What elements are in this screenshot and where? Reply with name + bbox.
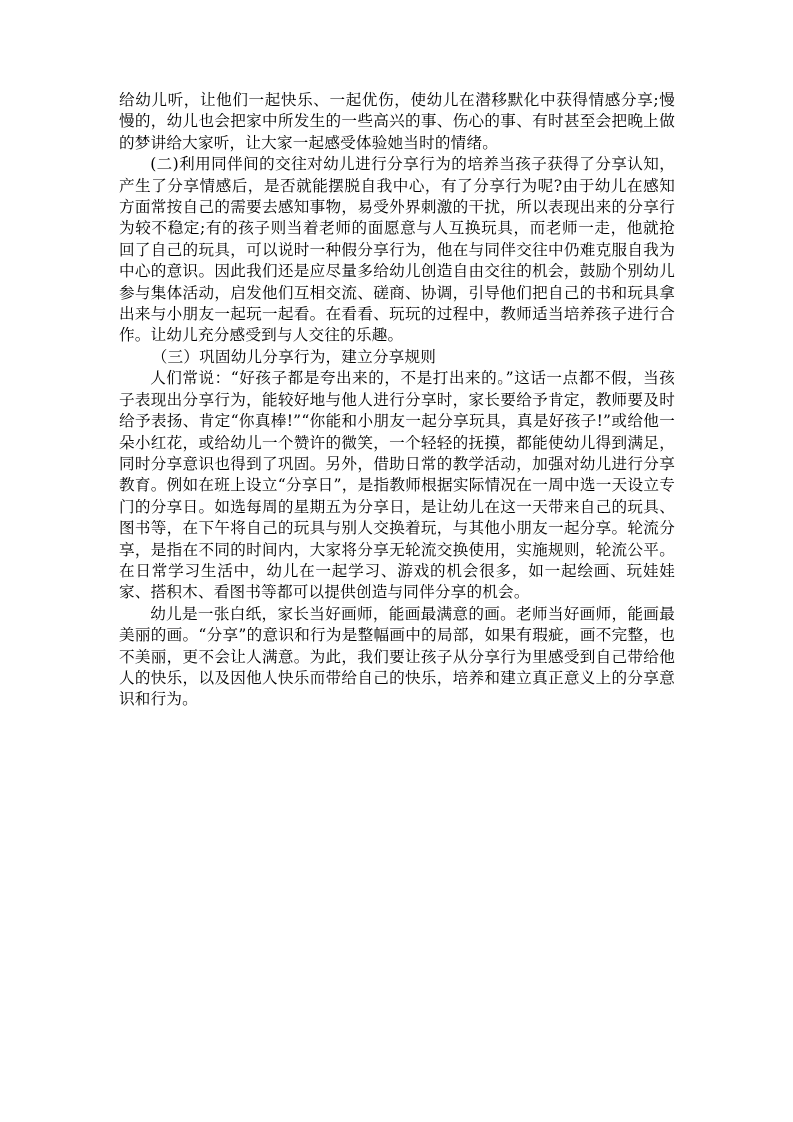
paragraph-continuation: 给幼儿听，让他们一起快乐、一起优伤，使幼儿在潜移默化中获得情感分享;慢慢的，幼儿也会把家中所发生的一些高兴的事、伤心的事、有时甚至会把晚上做的梦讲给大家听，让大家一起感受体验她当时的情绪。: [119, 91, 675, 152]
section-heading-consolidate-sharing: （三）巩固幼儿分享行为，建立分享规则: [151, 347, 437, 366]
document-body: [119, 90, 675, 711]
paragraph-praise-and-sharing-day: 人们常说：“好孩子都是夸出来的，不是打出来的。”这话一点都不假，当孩子表现出分享行为，能较好地与他人进行分享时，家长要给予肯定，教师要及时给予表扬、肯定“你真棒!”“你能和小朋友一起分享玩具，真是好孩子!”或给他一朵小红花，或给幼儿一个赞许的微笑，一个轻轻的抚摸，都能使幼儿得到满足，同时分享意识也得到了巩固。另外，借助日常的教学活动，加强对幼儿进行分享教育。例如在班上设立“分享日”，是指教师根据实际情况在一周中选一天设立专门的分享日。如选每周的星期五为分享日，是让幼儿在这一天带来自己的玩具、图书等，在下午将自己的玩具与别人交换着玩，与其他小朋友一起分享。轮流分享，是指在不同的时间内，大家将分享无轮流交换使用，实施规则，轮流公平。在日常学习生活中，幼儿在一起学习、游戏的机会很多，如一起绘画、玩娃娃家、搭积木、看图书等都可以提供创造与同伴分享的机会。: [119, 369, 675, 602]
paragraph-peer-interaction: (二)利用同伴间的交往对幼儿进行分享行为的培养当孩子获得了分享认知，产生了分享情感后，是否就能摆脱自我中心，有了分享行为呢?由于幼儿在感知方面常按自己的需要去感知事物，易受外界刺激的干扰，所以表现出来的分享行为较不稳定;有的孩子则当着老师的面愿意与人互换玩具，而老师一走，他就抢回了自己的玩具，可以说时一种假分享行为，他在与同伴交往中仍难克服自我为中心的意识。因此我们还是应尽量多给幼儿创造自由交往的机会，鼓励个别幼儿参与集体活动，启发他们互相交流、磋商、协调，引导他们把自己的书和玩具拿出来与小朋友一起玩一起看。在看看、玩玩的过程中，教师适当培养孩子进行合作。让幼儿充分感受到与人交往的乐趣。: [119, 155, 675, 345]
paragraph-conclusion: 幼儿是一张白纸，家长当好画师，能画最满意的画。老师当好画师，能画最美丽的画。“分享”的意识和行为是整幅画中的局部，如果有瑕疵，画不完整，也不美丽，更不会让人满意。为此，我们要让孩子从分享行为里感受到自己带给他人的快乐，以及因他人快乐而带给自己的快乐，培养和建立真正意义上的分享意识和行为。: [119, 604, 675, 709]
